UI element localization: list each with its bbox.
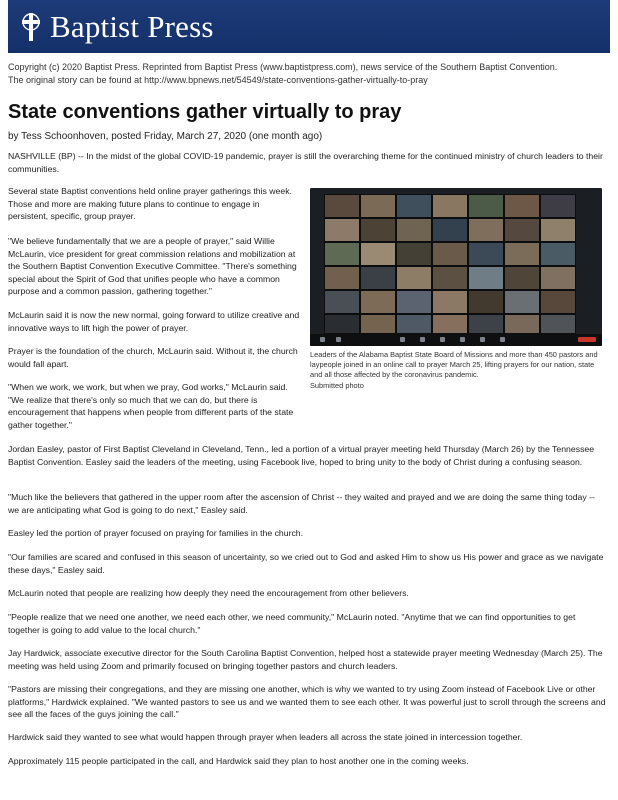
article-byline: by Tess Schoonhoven, posted Friday, March 27, 2020 (one month ago) — [8, 131, 323, 142]
paragraph: "People realize that we need one another, we need each other, we need community," McLaurin noted. "Anytime that we can find opportunities to get together is going to add value to the local church." — [8, 612, 576, 635]
paragraph: Prayer is the foundation of the church, McLaurin said. Without it, the church would fall apart. — [8, 346, 298, 369]
paragraph: Jordan Easley, pastor of First Baptist Cleveland in Cleveland, Tenn., led a portion of a virtual prayer meeting held Thursday (March 26) by the Tennessee Baptist Convention. Easley said the leaders of the meeting, using Facebook live, hoped to bring unity to the body of Christ during a confusing season. — [8, 444, 595, 467]
paragraph: "Our families are scared and confused in this season of uncertainty, so we cried out to God and asked Him to show us His power and grace as we navigate these days," Easley said. — [8, 552, 604, 575]
paragraph: NASHVILLE (BP) -- In the midst of the global COVID-19 pandemic, prayer is still the overarching theme for the continued ministry of church leaders to their communities. — [8, 151, 603, 174]
paragraph: Jay Hardwick, associate executive director for the South Carolina Baptist Convention, helped host a statewide prayer meeting Wednesday (March 25). The meeting was held using Zoom and primarily focused on bringing together pastors and church leaders. — [8, 648, 603, 671]
paragraph: "Much like the believers that gathered in the upper room after the ascension of Christ -- they waited and prayed and we are doing the same thing today -- we are anticipating what God is going to do next," Easley said. — [8, 492, 595, 515]
paragraph: "When we work, we work, but when we pray, God works," McLaurin said. "We realize that there's only so much that we can do, but there is encouragement that happens when people from different parts of the state gather together." — [8, 382, 294, 430]
paragraph: McLaurin said it is now the new normal, going forward to utilize creative and innovative ways to lift high the power of prayer. — [8, 310, 300, 333]
video-call-photo — [310, 188, 602, 346]
meeting-toolbar — [310, 334, 602, 346]
article-figure — [310, 188, 602, 391]
masthead — [8, 0, 610, 53]
figure-credit: Submitted photo — [310, 381, 364, 390]
cross-emblem-icon — [20, 12, 42, 42]
paragraph: Hardwick said they wanted to see what would happen through prayer when leaders all across the state joined in intercession together. — [8, 732, 523, 742]
figure-caption: Leaders of the Alabama Baptist State Board of Missions and more than 450 pastors and laypeople joined in an online call to prayer March 25, lifting prayers for our nation, state and all those affected by the coronavirus pandemic. — [310, 350, 598, 379]
paragraph: Several state Baptist conventions held online prayer gatherings this week. Those and more are making future plans to continue to engage in persistent, specific, group prayer. — [8, 186, 292, 221]
paragraph: McLaurin noted that people are realizing how deeply they need the encouragement from other believers. — [8, 588, 409, 598]
original-story-link[interactable]: The original story can be found at http://www.bpnews.net/54549/state-conventions-gather-virtually-to-pray — [8, 74, 428, 85]
copyright-line: Copyright (c) 2020 Baptist Press. Reprinted from Baptist Press (www.baptistpress.com), news service of the Southern Baptist Convention. — [8, 62, 558, 72]
paragraph: Easley led the portion of prayer focused on praying for families in the church. — [8, 528, 304, 538]
paragraph: "Pastors are missing their congregations, and they are missing one another, which is why we wanted to try using Zoom instead of Facebook Live or other platforms," Hardwick explained. "We wanted pastors to see us and we wanted them to see each other. It was powerful just to scroll through the screens and see all the faces of the guys joining the call." — [8, 684, 606, 719]
paragraph: "We believe fundamentally that we are a people of prayer," said Willie McLaurin, vice president for great commission relations and mobilization at the Southern Baptist Convention Executive Committee. "There's something special about the Spirit of God that unifies people who have a common purpose and a common passion, gathering together." — [8, 236, 297, 296]
paragraph: Approximately 115 people participated in the call, and Hardwick said they plan to host another one in the coming weeks. — [8, 756, 469, 766]
article-title: State conventions gather virtually to pray — [8, 101, 402, 123]
masthead-title: Baptist Press — [50, 8, 214, 44]
copyright-notice — [8, 61, 610, 86]
